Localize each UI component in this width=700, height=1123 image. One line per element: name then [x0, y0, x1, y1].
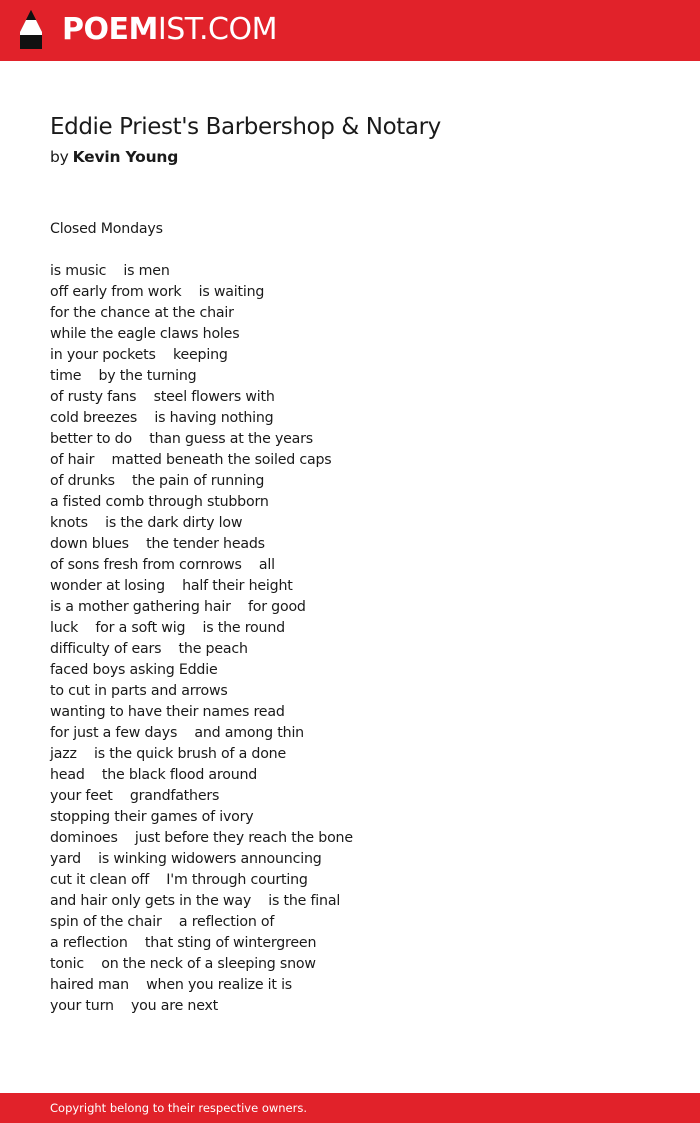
poem-line: of drunks the pain of running — [50, 473, 265, 489]
poem-line: spin of the chair a reflection of — [50, 914, 275, 930]
poem-line: in your pockets keeping — [50, 347, 228, 363]
poem-line: wonder at losing half their height — [50, 578, 293, 594]
poem-line: yard is winking widowers announcing — [50, 851, 322, 867]
poem-line: dominoes just before they reach the bone — [50, 830, 353, 846]
poem-line: is music is men — [50, 263, 170, 279]
poem-line: for just a few days and among thin — [50, 725, 304, 741]
poem-line: cold breezes is having nothing — [50, 410, 274, 426]
poem-line: off early from work is waiting — [50, 284, 265, 300]
poem-line: for the chance at the chair — [50, 305, 234, 321]
poem-line: better to do than guess at the years — [50, 431, 313, 447]
poem-line: of hair matted beneath the soiled caps — [50, 452, 332, 468]
pencil-icon — [17, 9, 45, 51]
poem-title: Eddie Priest's Barbershop & Notary — [50, 114, 441, 140]
poem-line: and hair only gets in the way is the final — [50, 893, 341, 909]
site-header — [0, 0, 700, 61]
poem-line: jazz is the quick brush of a done — [50, 746, 286, 762]
poem-line: of sons fresh from cornrows all — [50, 557, 275, 573]
poem-line: while the eagle claws holes — [50, 326, 240, 342]
poem-body — [50, 219, 650, 1017]
site-logo[interactable] — [62, 10, 277, 50]
logo-bold-text: POEM — [62, 12, 158, 47]
poem-line: time by the turning — [50, 368, 197, 384]
poem-line: haired man when you realize it is — [50, 977, 293, 993]
byline — [50, 148, 178, 166]
site-footer — [0, 1093, 700, 1123]
poem-line: difficulty of ears the peach — [50, 641, 248, 657]
poem-line: faced boys asking Eddie — [50, 662, 218, 678]
stanza-break — [50, 240, 650, 261]
poem-line: wanting to have their names read — [50, 704, 285, 720]
poem-line: of rusty fans steel flowers with — [50, 389, 275, 405]
poem-line: knots is the dark dirty low — [50, 515, 243, 531]
poem-line: is a mother gathering hair for good — [50, 599, 306, 615]
copyright-text: Copyright belong to their respective owners. — [50, 1101, 308, 1115]
poem-line: stopping their games of ivory — [50, 809, 254, 825]
poem-line: down blues the tender heads — [50, 536, 265, 552]
poem-line: a reflection that sting of wintergreen — [50, 935, 317, 951]
by-label: by — [50, 148, 69, 166]
poem-line: head the black flood around — [50, 767, 258, 783]
poem-line: your feet grandfathers — [50, 788, 220, 804]
logo-rest-text: IST.COM — [157, 12, 277, 47]
poem-line: tonic on the neck of a sleeping snow — [50, 956, 316, 972]
poem-line: cut it clean off I'm through courting — [50, 872, 308, 888]
poem-line: to cut in parts and arrows — [50, 683, 228, 699]
poem-line: your turn you are next — [50, 998, 219, 1014]
poem-line: luck for a soft wig is the round — [50, 620, 285, 636]
poem-line: Closed Mondays — [50, 221, 163, 237]
author-name: Kevin Young — [72, 148, 179, 166]
poem-line: a fisted comb through stubborn — [50, 494, 269, 510]
